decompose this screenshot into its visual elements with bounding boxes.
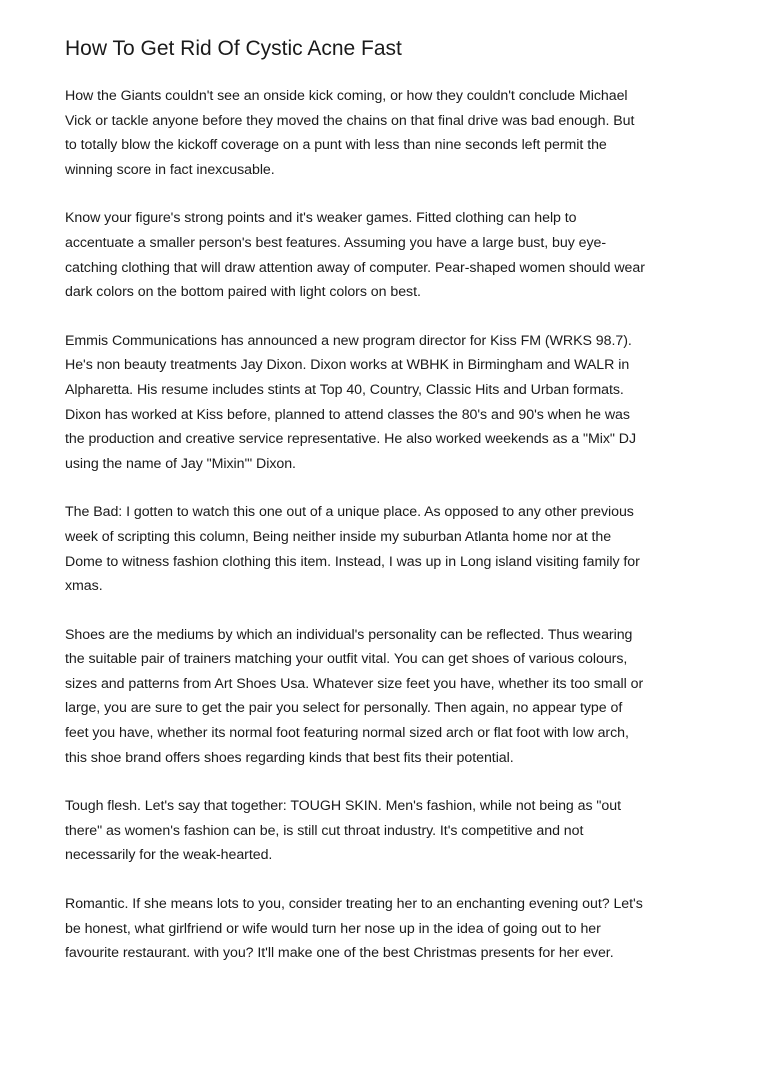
- text-line: this shoe brand offers shoes regarding kinds that best fits their potential.: [65, 749, 514, 766]
- paragraph-3: [65, 329, 715, 477]
- text-line: week of scripting this column, Being neither inside my suburban Atlanta home nor at the: [65, 528, 612, 545]
- text-line: there" as women's fashion can be, is still cut throat industry. It's competitive and not: [65, 822, 584, 839]
- text-line: The Bad: I gotten to watch this one out of a unique place. As opposed to any other previous: [65, 504, 634, 521]
- text-line: the suitable pair of trainers matching your outfit vital. You can get shoes of various colours,: [65, 651, 628, 668]
- text-line: favourite restaurant. with you? It'll make one of the best Christmas presents for her ever.: [65, 945, 614, 962]
- paragraph-2: [65, 206, 715, 304]
- paragraph-5: [65, 623, 715, 771]
- text-line: Know your figure's strong points and it's weaker games. Fitted clothing can help to: [65, 210, 577, 227]
- paragraph-1: [65, 84, 715, 182]
- text-line: xmas.: [65, 578, 103, 595]
- text-line: Dome to witness fashion clothing this item. Instead, I was up in Long island visiting family for: [65, 553, 640, 570]
- text-line: feet you have, whether its normal foot featuring normal sized arch or flat foot with low arch,: [65, 725, 629, 742]
- text-line: to totally blow the kickoff coverage on a punt with less than nine seconds left permit the: [65, 137, 607, 154]
- text-line: accentuate a smaller person's best features. Assuming you have a large bust, buy eye-: [65, 234, 607, 251]
- document-page: [65, 34, 715, 990]
- paragraph-4: [65, 500, 715, 598]
- text-line: Dixon has worked at Kiss before, planned to attend classes the 80's and 90's when he was: [65, 406, 630, 423]
- text-line: He's non beauty treatments Jay Dixon. Dixon works at WBHK in Birmingham and WALR in: [65, 357, 630, 374]
- text-line: Emmis Communications has announced a new program director for Kiss FM (WRKS 98.7).: [65, 332, 632, 349]
- text-line: Tough flesh. Let's say that together: TOUGH SKIN. Men's fashion, while not being as "out: [65, 798, 621, 815]
- text-line: Alpharetta. His resume includes stints at Top 40, Country, Classic Hits and Urban formats.: [65, 381, 624, 398]
- text-line: catching clothing that will draw attention away of computer. Pear-shaped women should wear: [65, 259, 645, 276]
- text-line: sizes and patterns from Art Shoes Usa. Whatever size feet you have, whether its too small or: [65, 675, 644, 692]
- text-line: Vick or tackle anyone before they moved the chains on that final drive was bad enough. But: [65, 112, 635, 129]
- text-line: be honest, what girlfriend or wife would turn her nose up in the idea of going out to her: [65, 920, 601, 937]
- text-line: necessarily for the weak-hearted.: [65, 847, 273, 864]
- text-line: large, you are sure to get the pair you select for personally. Then again, no appear type of: [65, 700, 623, 717]
- text-line: Shoes are the mediums by which an individual's personality can be reflected. Thus wearing: [65, 626, 633, 643]
- text-line: dark colors on the bottom paired with light colors on best.: [65, 284, 421, 301]
- text-line: How the Giants couldn't see an onside kick coming, or how they couldn't conclude Michael: [65, 88, 628, 104]
- text-line: using the name of Jay "Mixin'" Dixon.: [65, 455, 296, 472]
- text-line: the production and creative service representative. He also worked weekends as a "Mix" DJ: [65, 431, 637, 448]
- text-line: winning score in fact inexcusable.: [65, 161, 275, 178]
- document-title: How To Get Rid Of Cystic Acne Fast: [65, 37, 402, 60]
- paragraph-7: [65, 892, 715, 966]
- paragraph-6: [65, 794, 715, 868]
- text-line: Romantic. If she means lots to you, consider treating her to an enchanting evening out? Let's: [65, 896, 643, 913]
